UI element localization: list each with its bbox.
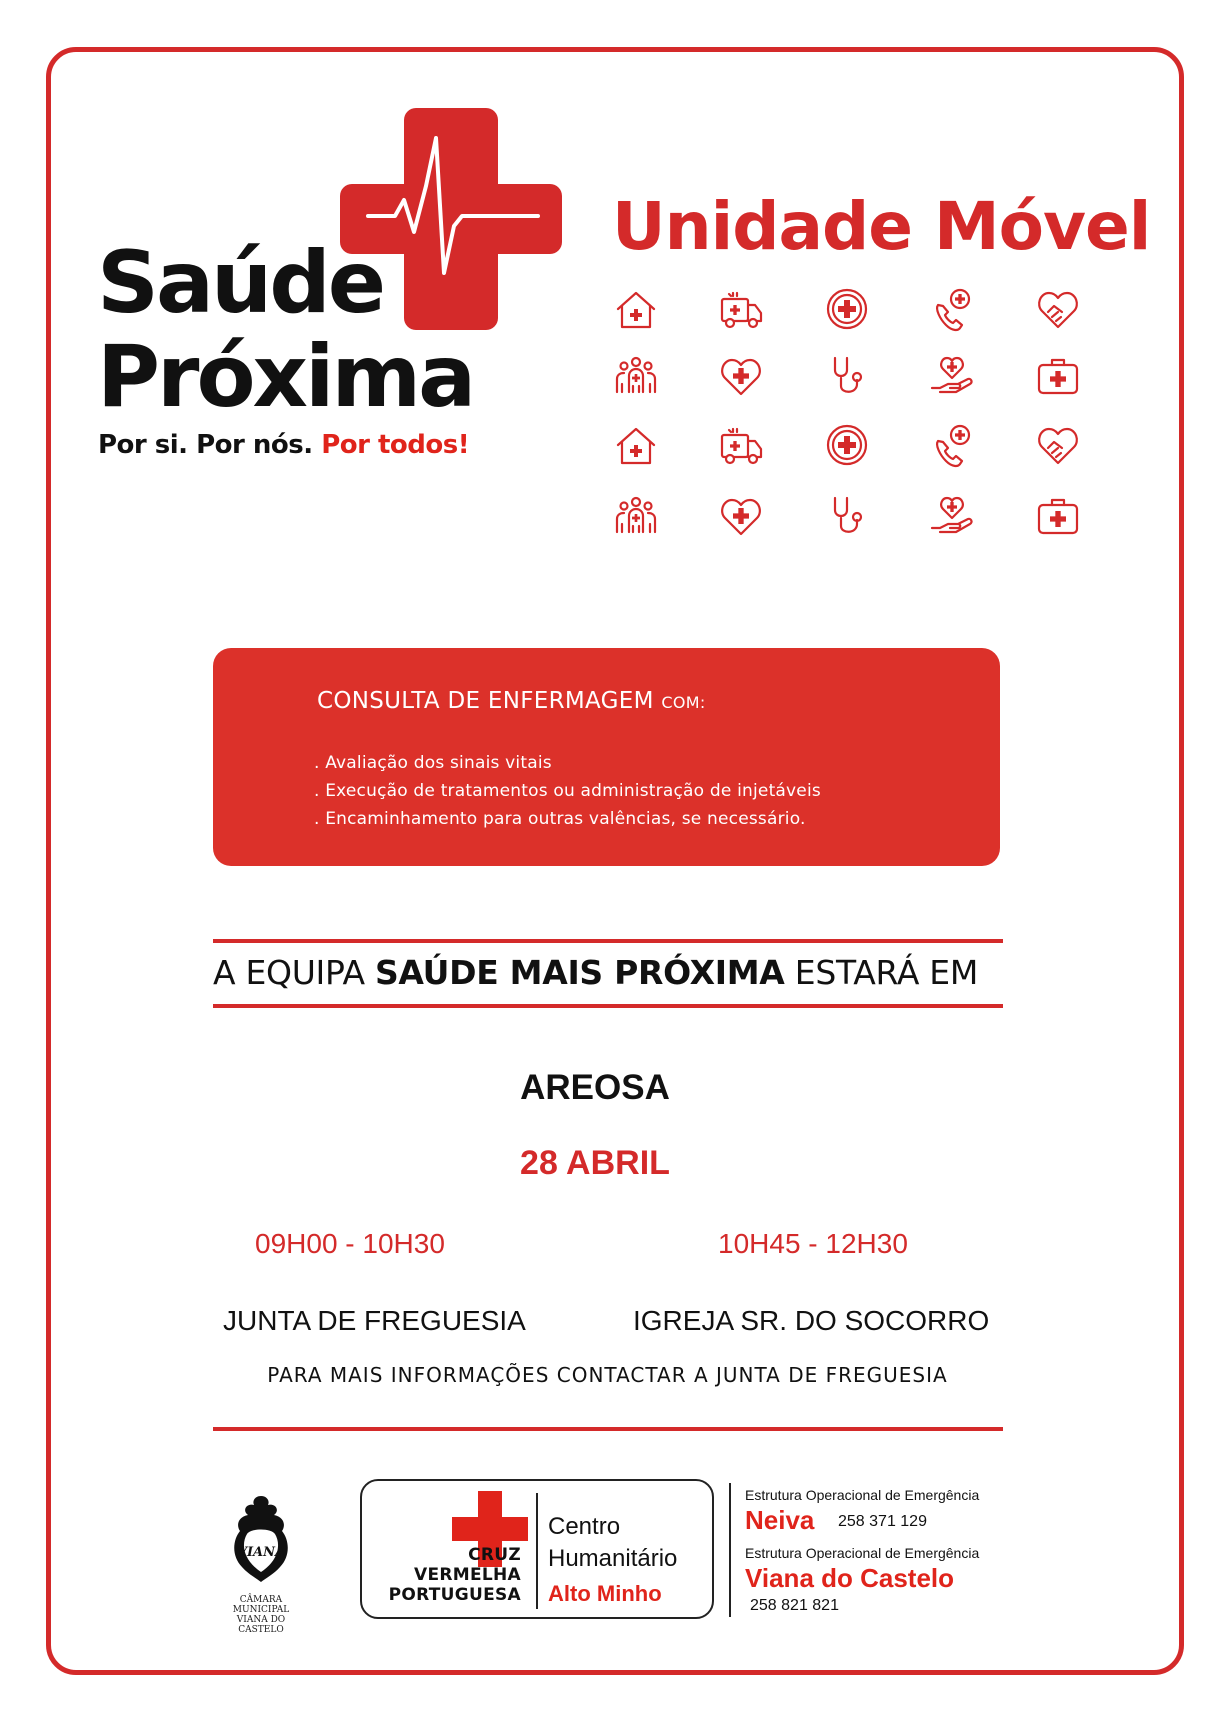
- cruz-vermelha-logo: [360, 1479, 714, 1619]
- centro-line: Centro: [548, 1513, 621, 1540]
- cv-divider: [536, 1493, 538, 1609]
- contact-note: PARA MAIS INFORMAÇÕES CONTACTAR A JUNTA DE FREGUESIA: [267, 1363, 948, 1387]
- heart-cross-icon: [717, 352, 765, 400]
- svg-text:VIANA: VIANA: [236, 1545, 286, 1560]
- event-date: 28 ABRIL: [520, 1144, 670, 1182]
- medical-cross-circle-icon: [823, 285, 871, 333]
- viana-emblem-icon: [225, 1490, 297, 1590]
- heart-cross-icon: [717, 492, 765, 540]
- service-item: . Avaliação dos sinais vitais: [314, 753, 552, 773]
- structure-name: Viana do Castelo: [745, 1563, 955, 1593]
- team-suffix: ESTARÁ EM: [794, 953, 979, 992]
- house-medical-icon: [612, 285, 660, 333]
- team-banner: [213, 953, 1003, 992]
- location: AREOSA: [520, 1068, 670, 1107]
- slogan-red: Por todos!: [321, 430, 470, 460]
- medical-team-icon: [612, 352, 660, 400]
- phone-medical-icon: [928, 285, 976, 333]
- handshake-heart-icon: [1034, 285, 1082, 333]
- cv-name-line: VERMELHA: [413, 1565, 521, 1585]
- session-place: JUNTA DE FREGUESIA: [223, 1305, 526, 1336]
- footer-divider: [213, 1427, 1003, 1431]
- camara-name-line: VIANA DO CASTELO: [236, 1615, 286, 1635]
- unit-title: Unidade Móvel: [612, 188, 1151, 265]
- structure-label: Estrutura Operacional de Emergência: [745, 1487, 980, 1503]
- session-time: 10H45 - 12H30: [718, 1228, 908, 1259]
- team-prefix: A EQUIPA: [213, 953, 365, 992]
- team-name: SAÚDE MAIS PRÓXIMA: [374, 953, 785, 992]
- centro-humanitario: [548, 1511, 677, 1575]
- service-item: . Encaminhamento para outras valências, se necessário.: [314, 809, 806, 829]
- structure-phone: 258 821 821: [750, 1597, 839, 1614]
- consultation-heading: [317, 688, 706, 714]
- cv-name-line: CRUZ: [468, 1545, 521, 1565]
- stethoscope-icon: [823, 492, 871, 540]
- region-name: Alto Minho: [548, 1581, 662, 1606]
- ambulance-icon: [717, 421, 765, 469]
- nursing-consultation-box: [213, 648, 1000, 866]
- divider-top: [213, 939, 1003, 943]
- hand-heart-icon: [928, 352, 976, 400]
- structure-label: Estrutura Operacional de Emergência: [745, 1545, 980, 1561]
- logo-slogan: [98, 430, 469, 460]
- session-place: IGREJA SR. DO SOCORRO: [633, 1305, 990, 1336]
- logo-title-saude: Saúde: [97, 233, 384, 333]
- first-aid-kit-icon: [1034, 492, 1082, 540]
- service-item: . Execução de tratamentos ou administração de injetáveis: [314, 781, 821, 801]
- divider-bottom: [213, 1004, 1003, 1008]
- structure-phone: 258 371 129: [838, 1513, 927, 1530]
- ambulance-icon: [717, 285, 765, 333]
- structures-divider: [729, 1483, 731, 1617]
- consultation-services-list: [314, 749, 821, 833]
- centro-line: Humanitário: [548, 1545, 678, 1572]
- consultation-heading-main: CONSULTA DE ENFERMAGEM: [317, 688, 654, 714]
- handshake-heart-icon: [1034, 421, 1082, 469]
- hand-heart-icon: [928, 492, 976, 540]
- phone-medical-icon: [928, 421, 976, 469]
- medical-team-icon: [612, 492, 660, 540]
- slogan-black: Por si. Por nós.: [98, 430, 313, 460]
- structure-name: Neiva: [745, 1505, 815, 1535]
- cruz-vermelha-name: [376, 1545, 521, 1605]
- cv-name-line: PORTUGUESA: [388, 1585, 521, 1605]
- session-time: 09H00 - 10H30: [255, 1228, 445, 1259]
- medical-cross-circle-icon: [823, 421, 871, 469]
- logo-title-proxima: Próxima: [97, 327, 474, 427]
- first-aid-kit-icon: [1034, 352, 1082, 400]
- stethoscope-icon: [823, 352, 871, 400]
- health-icons-grid: [612, 285, 1132, 570]
- camara-name-line: CÂMARA MUNICIPAL: [232, 1595, 290, 1615]
- house-medical-icon: [612, 421, 660, 469]
- consultation-heading-small: COM:: [661, 693, 706, 712]
- camara-municipal-logo: [216, 1490, 306, 1635]
